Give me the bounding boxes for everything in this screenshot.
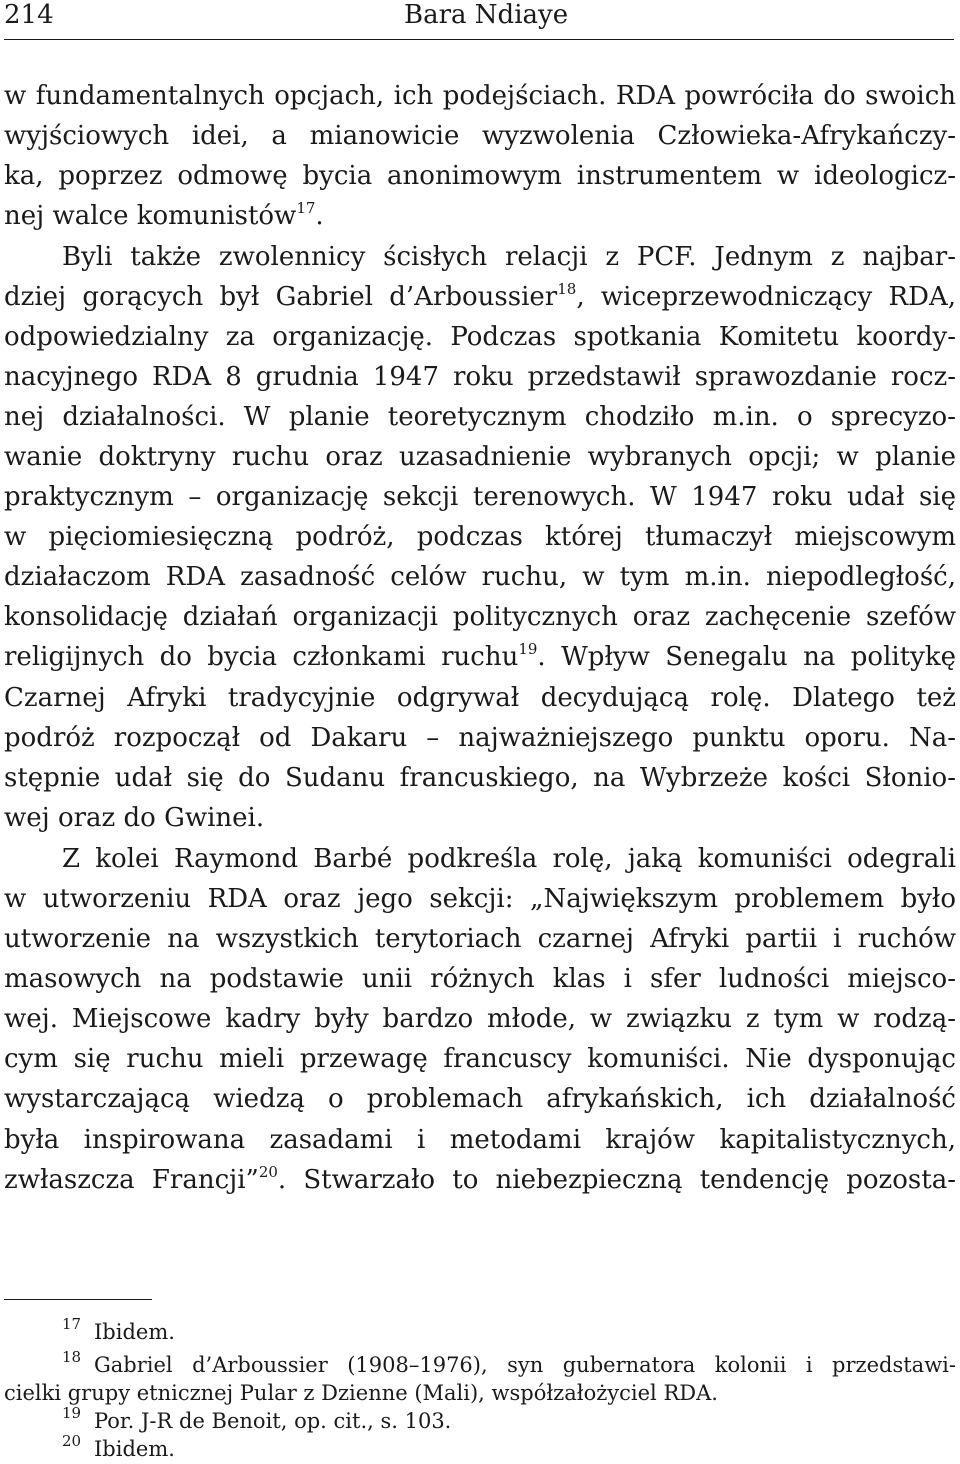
footnote-ref-18: 18: [557, 280, 577, 298]
text-line: nej walce komunistów$^{17}$.: [4, 199, 324, 231]
page-number: 214: [4, 0, 54, 30]
footnote-18-continued: cielki grupy etnicznej Pular z Dzienne (Mali), współzałożyciel RDA.: [4, 1381, 718, 1405]
text-line: odpowiedzialny za organizację. Podczas spotkania Komitetu koordy-: [4, 322, 956, 352]
text-line: wej. Miejscowe kadry były bardzo młode, w związku z tym w rodzą-: [4, 1004, 956, 1034]
footnote-separator: [4, 1299, 152, 1300]
text-line: masowych na podstawie unii różnych klas i sfer ludności miejsco-: [4, 964, 956, 994]
text-line: Czarnej Afryki tradycyjnie odgrywał decydującą rolę. Dlatego też: [4, 683, 956, 713]
footnote-ref-20: 20: [258, 1163, 278, 1181]
text-line: działaczom RDA zasadność celów ruchu, w tym m.in. niepodległość,: [4, 562, 956, 592]
footnote-ref-17: 17: [296, 199, 316, 217]
page-header: [0, 0, 960, 34]
text-line: ka, poprzez odmowę bycia anonimowym instrumentem w ideologicz-: [4, 161, 956, 191]
text-line: cym się ruchu mieli przewagę francuscy komuniści. Nie dysponując: [4, 1044, 956, 1074]
footnote-ref-19: 19: [518, 640, 538, 658]
text-line: dziej gorących był Gabriel d’Arboussier$^{18}$, wiceprzewodniczący RDA,: [4, 280, 956, 312]
text-line: religijnych do bycia członkami ruchu$^{19}$. Wpływ Senegalu na politykę: [4, 640, 956, 672]
footnote-18: 18 Gabriel d’Arboussier (1908–1976), syn gubernatora kolonii i przedstawi-: [62, 1348, 956, 1377]
text-line: nacyjnego RDA 8 grudnia 1947 roku przedstawił sprawozdanie rocz-: [4, 362, 956, 392]
text-line: w fundamentalnych opcjach, ich podejściach. RDA powróciła do swoich: [4, 81, 956, 111]
text-line: była inspirowana zasadami i metodami krajów kapitalistycznych,: [4, 1125, 956, 1155]
text-line: stępnie udał się do Sudanu francuskiego, na Wybrzeże kości Słonio-: [4, 763, 956, 793]
text-line: wystarczającą wiedzą o problemach afrykańskich, ich działalność: [4, 1084, 956, 1114]
text-line: konsolidację działań organizacji politycznych oraz zachęcenie szefów: [4, 602, 956, 632]
text-line: wyjściowych idei, a mianowicie wyzwolenia Człowieka-Afrykańczy-: [4, 121, 956, 151]
footnote-17: 17 Ibidem.: [62, 1315, 175, 1344]
text-line: podróż rozpoczął od Dakaru – najważniejszego punktu oporu. Na-: [4, 723, 956, 753]
text-line: Byli także zwolennicy ścisłych relacji z PCF. Jednym z najbar-: [62, 242, 956, 272]
text-line: Z kolei Raymond Barbé podkreśla rolę, jaką komuniści odegrali: [62, 844, 956, 874]
header-rule: [4, 39, 954, 40]
text-line: wej oraz do Gwinei.: [4, 803, 265, 833]
text-line: w pięciomiesięczną podróż, podczas której tłumaczył miejscowym: [4, 522, 956, 552]
text-line: utworzenie na wszystkich terytoriach czarnej Afryki partii i ruchów: [4, 924, 956, 954]
text-line: praktycznym – organizację sekcji terenowych. W 1947 roku udał się: [4, 482, 956, 512]
text-line: w utworzeniu RDA oraz jego sekcji: „Największym problemem było: [4, 884, 956, 914]
text-line: nej działalności. W planie teoretycznym chodziło m.in. o sprecyzo-: [4, 402, 956, 432]
text-line: zwłaszcza Francji”$^{20}$. Stwarzało to niebezpieczną tendencję pozosta-: [4, 1163, 956, 1195]
footnote-20: 20 Ibidem.: [62, 1432, 175, 1461]
running-head-author: Bara Ndiaye: [404, 0, 569, 30]
text-line: wanie doktryny ruchu oraz uzasadnienie wybranych opcji; w planie: [4, 442, 956, 472]
footnote-19: 19 Por. J-R de Benoit, op. cit., s. 103.: [62, 1404, 452, 1433]
